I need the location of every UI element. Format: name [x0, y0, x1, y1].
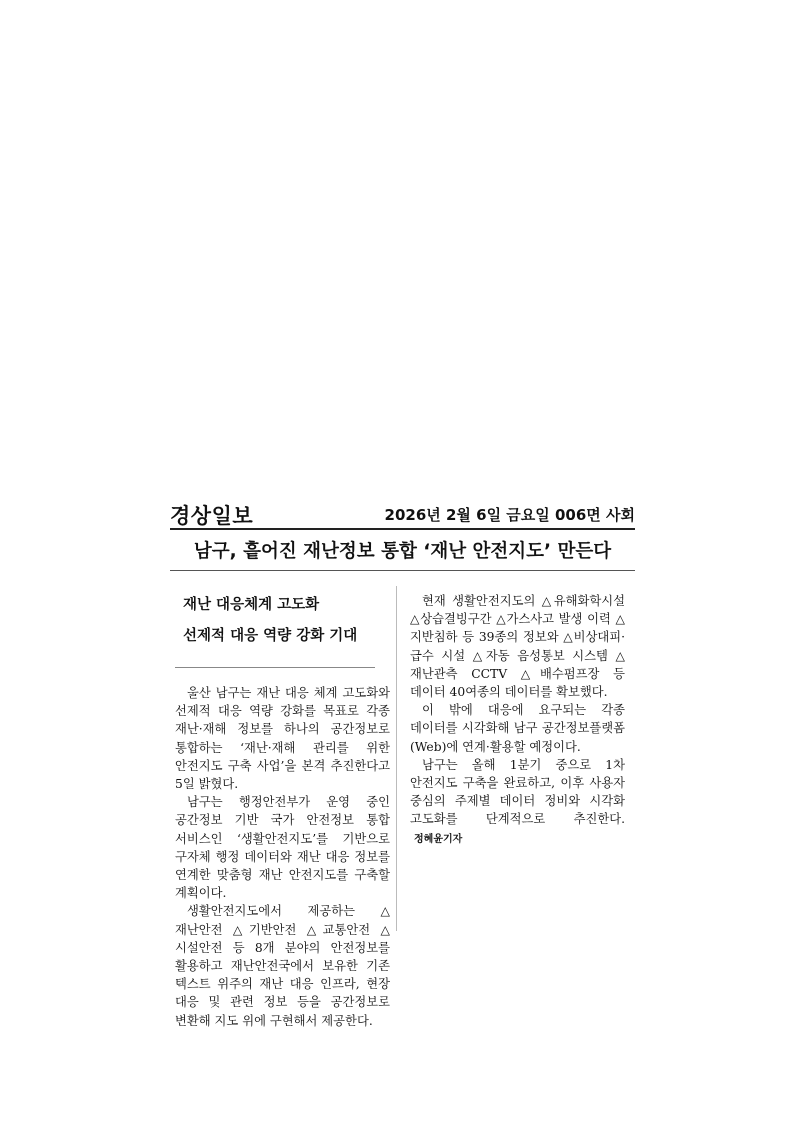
paragraph-2: 남구는 행정안전부가 운영 중인 공간정보 기반 국가 안전정보 통합 서비스인 ‘생활안전지도’를 기반으로 구자체 행정 데이터와 재난 대응 정보를 연계한 맞춤형 재난 안전지도를 구축할 계획이다.	[175, 795, 390, 901]
article-column-right	[410, 592, 625, 849]
column-divider	[396, 586, 397, 931]
subheading-2: 선제적 대응 역량 강화 기대	[183, 628, 358, 644]
newspaper-clipping	[160, 490, 640, 1028]
paragraph-1: 울산 남구는 재난 대응 체계 고도화와 선제적 대응 역량 강화를 목표로 각종 재난·재해 정보를 하나의 공간정보로 통합하는 ‘재난·재해 관리를 위한 안전지도 구축 사업’을 본격 추진한다고 5일 밝혔다.	[175, 686, 390, 792]
article-column-left	[175, 594, 390, 1030]
masthead-rule	[170, 528, 635, 530]
subheading-block	[175, 594, 390, 647]
byline: 정혜윤기자	[414, 833, 463, 845]
paragraph-5: 이 밖에 대응에 요구되는 각종 데이터를 시각화해 남구 공간정보플랫폼(Web)에 연계·활용할 예정이다.	[410, 703, 625, 754]
issue-date-section: 2026년 2월 6일 금요일 006면 사회	[384, 506, 635, 524]
paragraph-6	[410, 756, 625, 849]
headline-rule	[170, 570, 635, 571]
subheading-rule	[175, 667, 375, 668]
paragraph-3: 생활안전지도에서 제공하는 △재난안전 △기반안전 △교통안전 △시설안전 등 8개 분야의 안전정보를 활용하고 재난안전국에서 보유한 기존 텍스트 위주의 재난 대응 인프라, 현장 대응 및 관련 정보 등을 공간정보로 변환해 지도 위에 구현해서 제공한다.	[175, 904, 390, 1028]
article-headline: 남구, 흩어진 재난정보 통합 ‘재난 안전지도’ 만든다	[193, 541, 612, 562]
paragraph-4: 현재 생활안전지도의 △유해화학시설 △상습결빙구간 △가스사고 발생 이력 △지반침하 등 39종의 정보와 △비상대피·급수 시설 △자동 음성통보 시스템 △재난관측 CCTV △배수펌프장 등 데이터 40여종의 데이터를 확보했다.	[410, 594, 625, 700]
masthead	[170, 498, 635, 528]
paragraph-6-text: 남구는 올해 1분기 중으로 1차 안전지도 구축을 완료하고, 이후 사용자 중심의 주제별 데이터 정비와 시각화 고도화를 단계적으로 추진한다.	[410, 757, 625, 827]
newspaper-name: 경상일보	[170, 504, 254, 528]
subheading-1: 재난 대응체계 고도화	[183, 597, 320, 613]
